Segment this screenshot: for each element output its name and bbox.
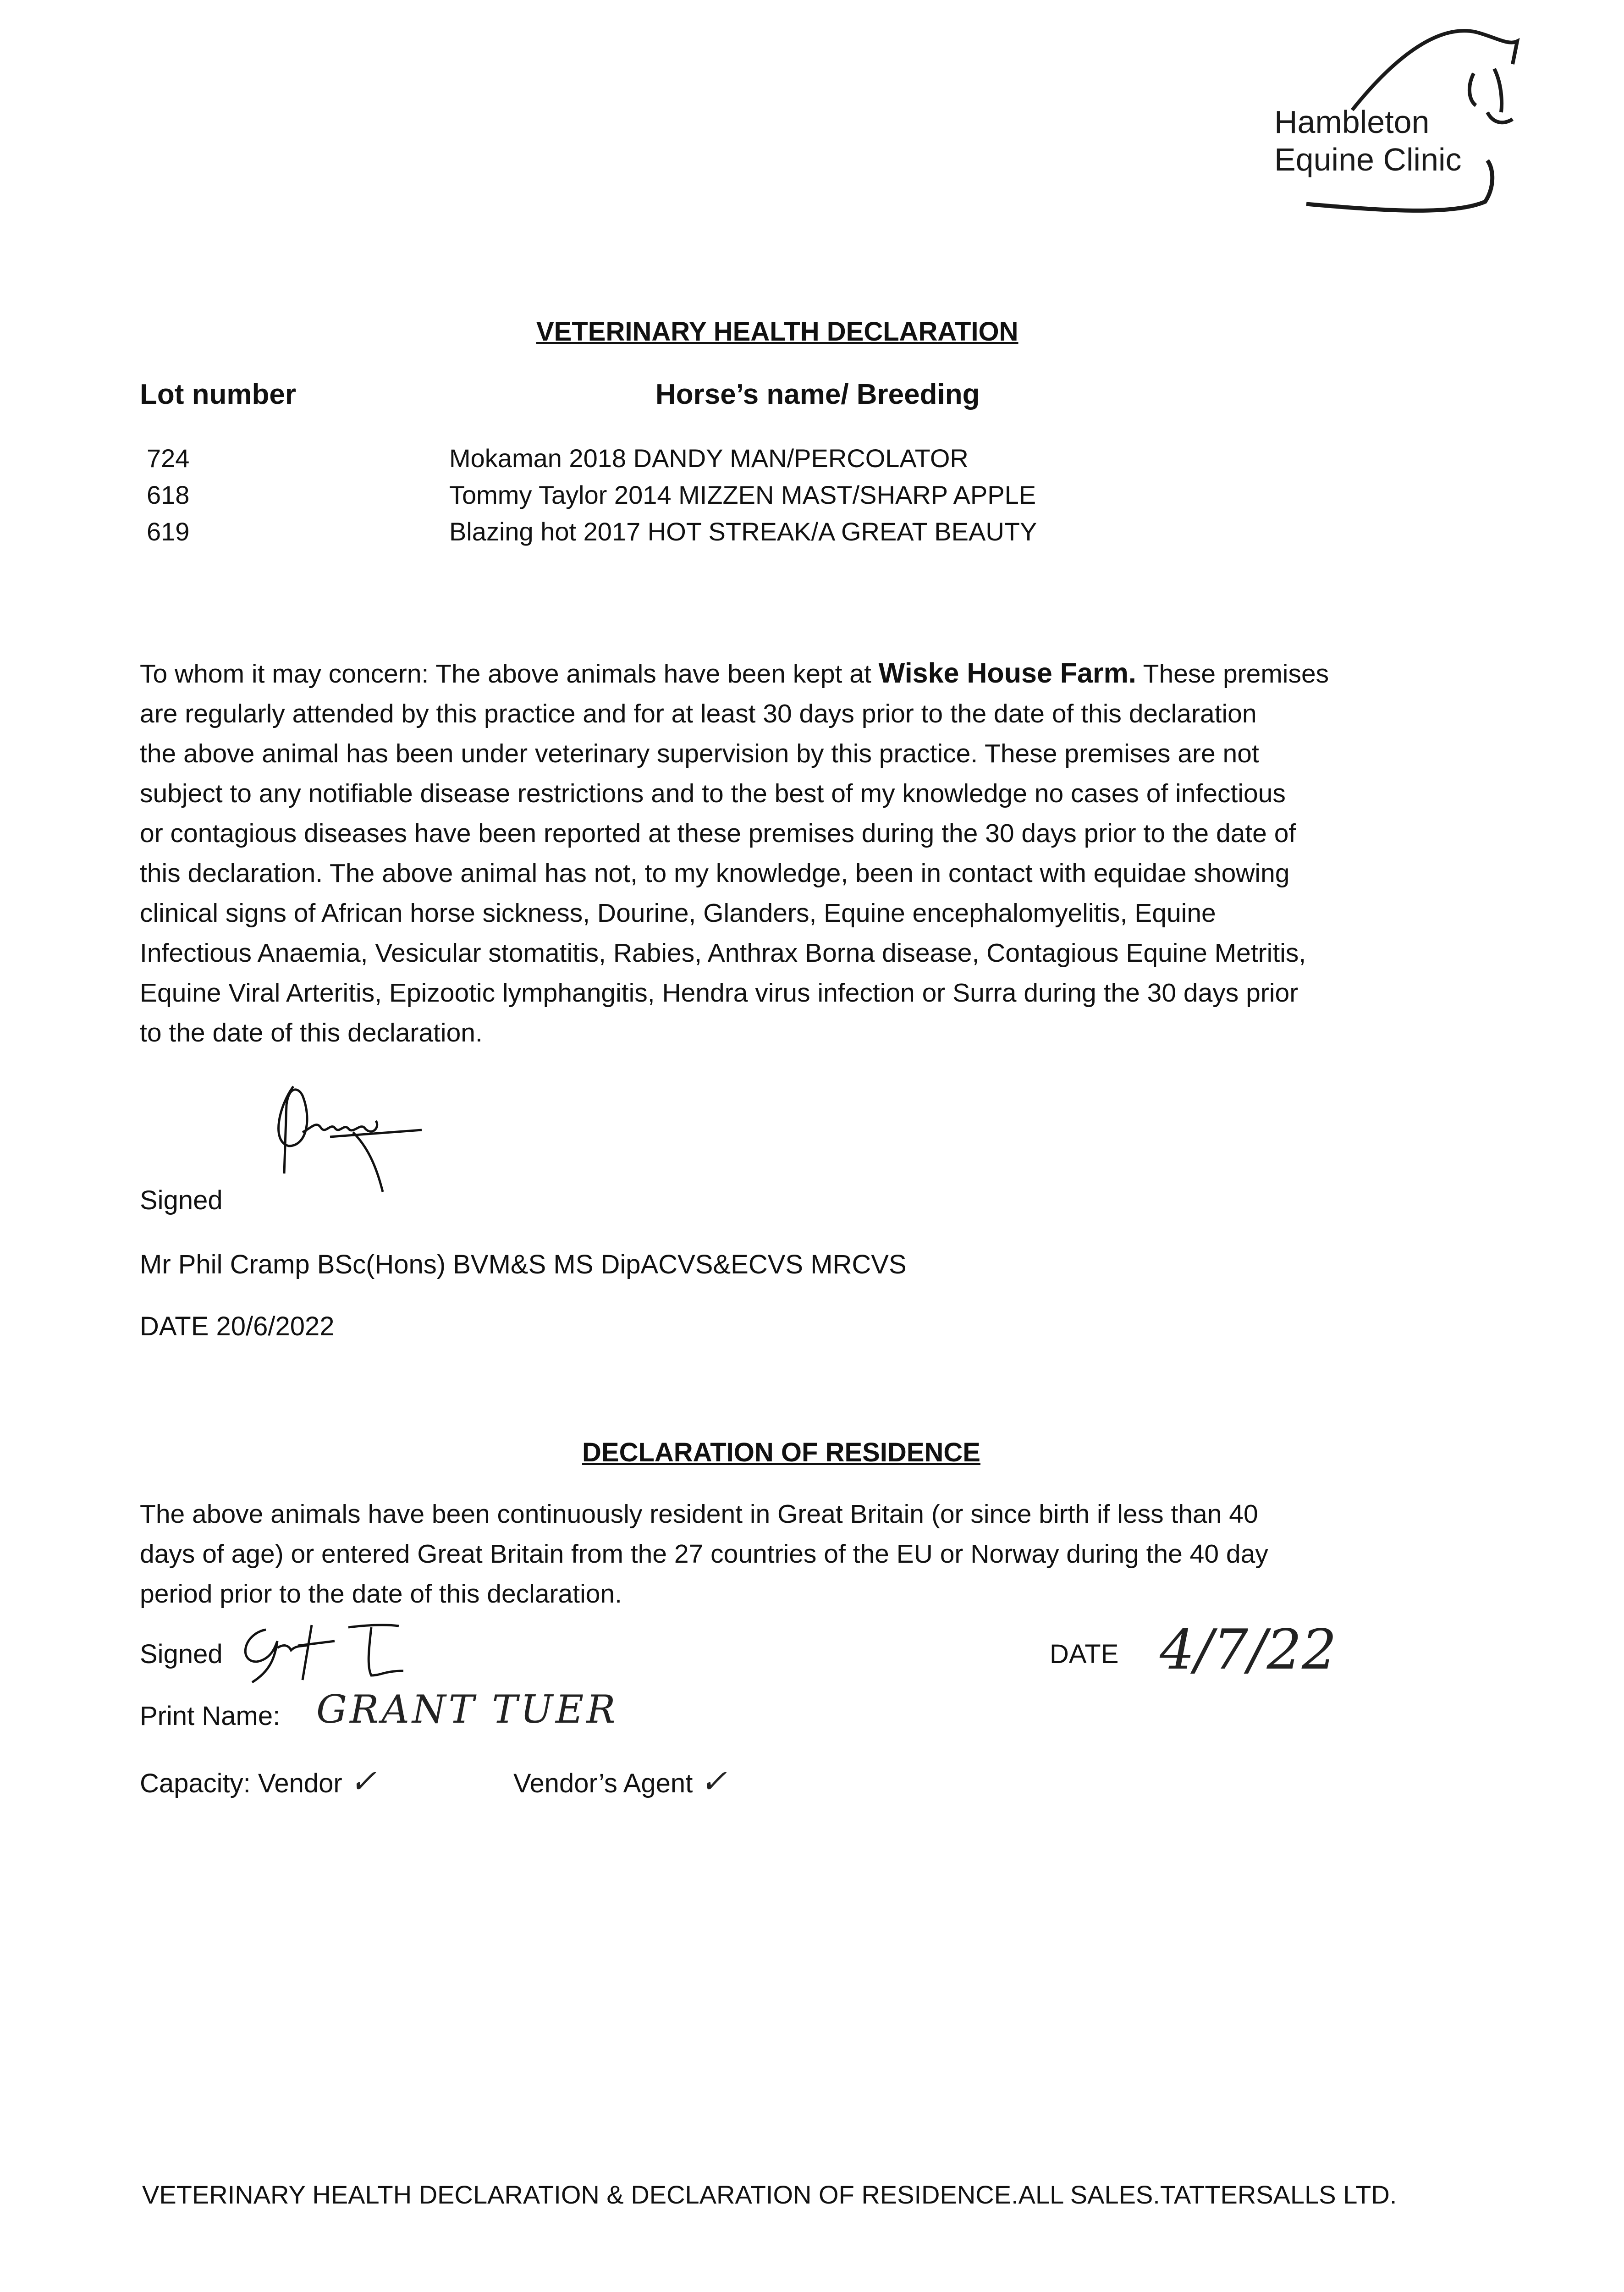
- paragraph-line: The above animals have been continuously resident in Great Britain (or since birth if less than 40: [140, 1499, 1258, 1529]
- residence-date-value: 4/7/22: [1160, 1618, 1337, 1682]
- capacity-vendor: [140, 1763, 377, 1800]
- paragraph-line: to the date of this declaration.: [140, 1018, 483, 1047]
- farm-name: Wiske House Farm.: [878, 657, 1136, 689]
- capacity-vendor-label: Capacity: Vendor: [140, 1769, 342, 1798]
- print-name-label: Print Name:: [140, 1701, 281, 1731]
- paragraph-line: the above animal has been under veterinary supervision by this practice. These premises are not: [140, 739, 1259, 768]
- paragraph-line: clinical signs of African horse sickness, Dourine, Glanders, Equine encephalomyelitis, Equine: [140, 898, 1216, 928]
- clinic-name-line1: Hambleton: [1274, 104, 1430, 140]
- checkmark-icon: ✓: [700, 1763, 727, 1800]
- residence-title: DECLARATION OF RESIDENCE: [582, 1438, 980, 1467]
- paragraph-line: Infectious Anaemia, Vesicular stomatitis, Rabies, Anthrax Borna disease, Contagious Equine Metritis,: [140, 938, 1306, 968]
- vet-signed-label: Signed: [140, 1185, 223, 1215]
- horse-breeding: Blazing hot 2017 HOT STREAK/A GREAT BEAUTY: [449, 517, 1037, 546]
- paragraph-line: or contagious diseases have been reported at these premises during the 30 days prior to the date of: [140, 819, 1296, 848]
- horse-breeding: Mokaman 2018 DANDY MAN/PERCOLATOR: [449, 444, 969, 473]
- paragraph-line: are regularly attended by this practice and for at least 30 days prior to the date of this declaration: [140, 699, 1257, 728]
- paragraph-line: days of age) or entered Great Britain from the 27 countries of the EU or Norway during the 40 day: [140, 1539, 1268, 1569]
- clinic-logo: [1238, 14, 1522, 215]
- residence-paragraph: [140, 1494, 1268, 1614]
- lot-number: 619: [147, 517, 190, 546]
- horse-breeding: Tommy Taylor 2014 MIZZEN MAST/SHARP APPLE: [449, 480, 1036, 509]
- vet-signature: [261, 1077, 435, 1203]
- clinic-name-line2: Equine Clinic: [1274, 142, 1462, 177]
- health-declaration-paragraph: [140, 653, 1329, 1053]
- residence-date-label: DATE: [1050, 1639, 1119, 1669]
- vendor-signature: [234, 1620, 426, 1691]
- paragraph-line: this declaration. The above animal has not, to my knowledge, been in contact with equidae showing: [140, 859, 1290, 888]
- vet-date: DATE 20/6/2022: [140, 1311, 335, 1341]
- lot-number-header: Lot number: [140, 379, 296, 410]
- lot-number: 618: [147, 480, 190, 509]
- vendor-agent: [513, 1763, 727, 1800]
- lot-number: 724: [147, 444, 190, 473]
- paragraph-line: period prior to the date of this declaration.: [140, 1579, 622, 1609]
- horse-name-header: Horse’s name/ Breeding: [655, 379, 980, 410]
- paragraph-intro-end: These premises: [1136, 659, 1329, 689]
- residence-signed-label: Signed: [140, 1639, 223, 1669]
- health-declaration-title: VETERINARY HEALTH DECLARATION: [536, 317, 1018, 347]
- paragraph-line: subject to any notifiable disease restrictions and to the best of my knowledge no cases of infectious: [140, 779, 1286, 808]
- checkmark-icon: ✓: [349, 1763, 377, 1800]
- page-footer: VETERINARY HEALTH DECLARATION & DECLARATION OF RESIDENCE.ALL SALES.TATTERSALLS LTD.: [142, 2180, 1397, 2209]
- paragraph-intro: To whom it may concern: The above animals have been kept at: [140, 659, 879, 689]
- paragraph-line: Equine Viral Arteritis, Epizootic lymphangitis, Hendra virus infection or Surra during the 30 days prior: [140, 978, 1299, 1008]
- vet-name: Mr Phil Cramp BSc(Hons) BVM&S MS DipACVS&ECVS MRCVS: [140, 1250, 907, 1279]
- vendor-agent-label: Vendor’s Agent: [513, 1769, 693, 1798]
- print-name-value: GRANT TUER: [316, 1687, 618, 1732]
- paragraph-line: [140, 653, 1329, 694]
